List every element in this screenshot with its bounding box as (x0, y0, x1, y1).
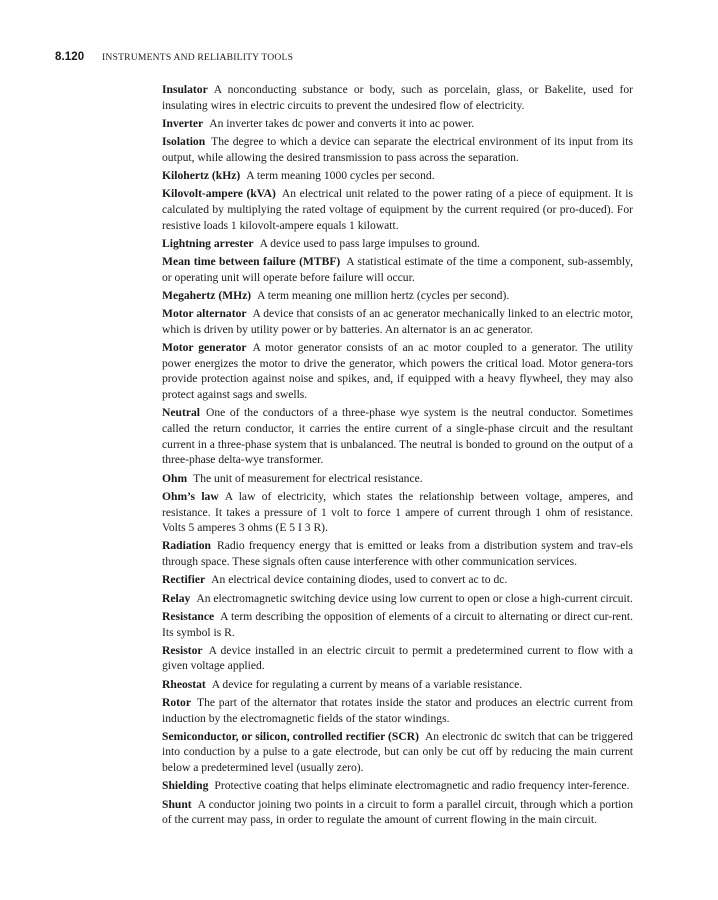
term: Radiation (162, 539, 211, 553)
definition: The degree to which a device can separate the electrical environment of its input from its output, while allowing the desired transmission to pass across the separation. (162, 135, 633, 164)
definition: The unit of measurement for electrical resistance. (193, 471, 423, 485)
glossary-entry-rotor (162, 695, 633, 726)
glossary-entry-relay (162, 591, 633, 607)
term: Ohm (162, 471, 188, 485)
definition: Protective coating that helps eliminate electromagnetic and radio frequency inter-ference. (214, 779, 630, 793)
term: Mean time between failure (MTBF) (162, 255, 341, 269)
definition: Radio frequency energy that is emitted or leaks from a distribution system and trav-els through space. These signals often cause interference with other communication services. (162, 539, 633, 569)
term: Relay (162, 591, 191, 605)
definition: A nonconducting substance or body, such as porcelain, glass, or Bakelite, used for insulating wires in electric circuits to prevent the undesired flow of electricity. (162, 83, 633, 112)
glossary-entry-megahertz (162, 288, 633, 304)
glossary-entry-lightning-arrester (162, 236, 633, 252)
glossary-entry-resistance (162, 609, 633, 640)
definition: An electrical unit related to the power rating of a piece of equipment. It is calculated by multiplying the rated voltage of equipment by the current required (or pro-duced). For resistive loads 1 kilovolt-ampere equals 1 kilowatt. (162, 187, 633, 232)
glossary-entry-kilohertz (162, 168, 633, 184)
term: Resistor (162, 643, 203, 657)
glossary-entry-rheostat (162, 677, 633, 693)
definition: An electronic dc switch that can be triggered into conduction by a pulse to a gate electrode, but can only be cut off by reducing the main current below a predetermined level (usually zero). (162, 729, 633, 775)
definition: A term meaning 1000 cycles per second. (246, 169, 435, 183)
definition: A device for regulating a current by means of a variable resistance. (211, 677, 523, 691)
definition: A device installed in an electric circuit to permit a predetermined current to flow with a given voltage applied. (162, 643, 633, 673)
definition: A device that consists of an ac generator mechanically linked to an electric motor, which is driven by utility power or by batteries. An alternator is an ac generator. (162, 307, 634, 336)
term: Shunt (162, 797, 192, 811)
glossary-entry-mtbf (162, 254, 633, 285)
glossary-entry-insulator (162, 82, 633, 113)
term: Insulator (162, 83, 208, 96)
page-number: 8.120 (55, 51, 85, 63)
definition: A statistical estimate of the time a component, sub-assembly, or operating unit will operate before failure will occur. (162, 255, 633, 284)
term: Rotor (162, 695, 191, 709)
glossary-entry-shielding (162, 778, 633, 794)
glossary-entry-radiation (162, 538, 633, 569)
definition: A device used to pass large impulses to ground. (259, 236, 480, 250)
term: Neutral (162, 406, 200, 420)
term: Ohm’s law (162, 489, 219, 503)
term: Rheostat (162, 677, 206, 691)
glossary-entry-neutral (162, 405, 633, 468)
glossary-entry-rectifier (162, 572, 633, 588)
glossary-entry-shunt (162, 797, 633, 828)
term: Motor generator (162, 341, 247, 355)
glossary-entry-ohm (162, 471, 633, 487)
definition: A term describing the opposition of elements of a circuit to alternating or direct cur-rent. Its symbol is R. (162, 609, 633, 639)
term: Inverter (162, 116, 204, 130)
glossary-entry-ohms-law (162, 489, 633, 536)
term: Motor alternator (162, 307, 247, 321)
glossary-entry-isolation (162, 134, 633, 165)
glossary-entries (162, 82, 633, 830)
term: Resistance (162, 609, 215, 623)
term: Shielding (162, 779, 209, 793)
term: Kilohertz (kHz) (162, 169, 241, 183)
glossary-entry-motor-generator (162, 340, 633, 403)
term: Isolation (162, 135, 206, 149)
section-title: INSTRUMENTS AND RELIABILITY TOOLS (102, 52, 294, 63)
definition: One of the conductors of a three-phase wye system is the neutral conductor. Sometimes called the return conductor, it carries the entire current of a single-phase circuit and the resultant current in a three-phase system that is unbalanced. The neutral is bonded to ground on the output of a three-phase delta-wye transformer. (162, 406, 633, 467)
running-header (55, 51, 293, 63)
term: Lightning arrester (162, 236, 254, 250)
definition: A conductor joining two points in a circuit to form a parallel circuit, through which a portion of the current may pass, in order to regulate the amount of current flowing in the main circuit. (162, 797, 633, 827)
glossary-entry-inverter (162, 116, 633, 132)
glossary-entry-kilovolt-ampere (162, 186, 633, 233)
term: Rectifier (162, 573, 206, 587)
term: Kilovolt-ampere (kVA) (162, 187, 276, 201)
definition: An electrical device containing diodes, used to convert ac to dc. (211, 573, 508, 587)
definition: An inverter takes dc power and converts it into ac power. (209, 116, 475, 130)
definition: The part of the alternator that rotates inside the stator and produces an electric current from induction by the electromagnetic fields of the stator windings. (162, 695, 633, 725)
term: Semiconductor, or silicon, controlled rectifier (SCR) (162, 729, 419, 743)
definition: An electromagnetic switching device using low current to open or close a high-current circuit. (196, 591, 633, 605)
glossary-entry-scr (162, 729, 633, 776)
definition: A law of electricity, which states the relationship between voltage, amperes, and resistance. It takes a pressure of 1 volt to force 1 ampere of current through 1 ohm of resistance. Volts 5 amperes 3 ohms (E 5 I 3 R). (162, 489, 633, 535)
definition: A term meaning one million hertz (cycles per second). (257, 288, 510, 302)
glossary-entry-resistor (162, 643, 633, 674)
glossary-entry-motor-alternator (162, 306, 633, 337)
definition: A motor generator consists of an ac motor coupled to a generator. The utility power energizes the motor to drive the generator, which powers the critical load. Motor genera-tors provide protection against noise and spikes, and, if equipped with a heavy flywheel, they may also protect against sags and swells. (162, 341, 634, 402)
term: Megahertz (MHz) (162, 288, 252, 302)
